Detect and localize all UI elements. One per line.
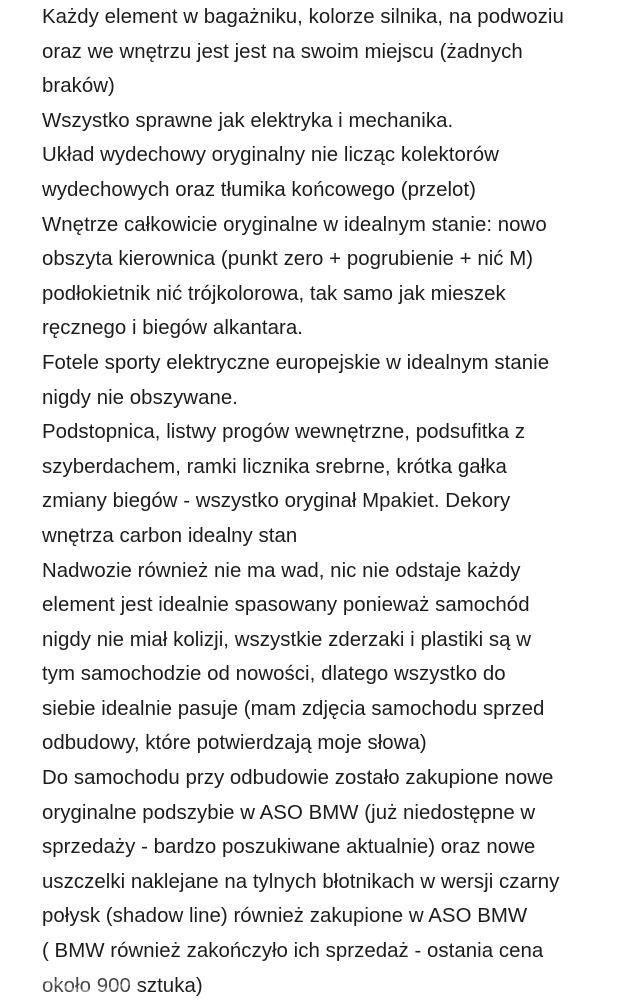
description-line: nigdy nie miał kolizji, wszystkie zderzaki i plastiki są w xyxy=(42,628,532,651)
description-line: wydechowych oraz tłumika końcowego (przelot) xyxy=(42,178,476,201)
description-line: szyberdachem, ramki licznika srebrne, krótka gałka xyxy=(42,455,507,478)
description-line: sprzedaży - bardzo poszukiwane aktualnie) oraz nowe xyxy=(42,836,536,859)
description-line: tym samochodzie od nowości, dlatego wszystko do xyxy=(42,663,506,686)
description-line: Fotele sporty elektryczne europejskie w idealnym stanie xyxy=(42,351,550,374)
description-line: podłokietnik nić trójkolorowa, tak samo jak mieszek xyxy=(42,282,506,305)
description-line: około 900 sztuka) xyxy=(42,974,203,997)
description-line: siebie idealnie pasuje (mam zdjęcia samochodu sprzed xyxy=(42,697,545,720)
description-line: braków) xyxy=(42,75,115,98)
description-line: połysk (shadow line) również zakupione w ASO BMW xyxy=(42,905,528,928)
description-line: element jest idealnie spasowany ponieważ samochód xyxy=(42,594,530,617)
description-line: oryginalne podszybie w ASO BMW (już niedostępne w xyxy=(42,801,536,824)
listing-description xyxy=(42,0,632,1003)
description-line: Nadwozie również nie ma wad, nic nie odstaje każdy xyxy=(42,559,521,582)
description-line: uszczelki naklejane na tylnych błotnikach w wersji czarny xyxy=(42,870,560,893)
description-line: Wnętrze całkowicie oryginalne w idealnym stanie: nowo xyxy=(42,213,547,236)
description-line: zmiany biegów - wszystko oryginał Mpakiet. Dekory xyxy=(42,490,511,513)
description-line: wnętrza carbon idealny stan xyxy=(42,524,298,547)
description-line: Podstopnica, listwy progów wewnętrzne, podsufitka z xyxy=(42,421,526,444)
description-line: Każdy element w bagażniku, kolorze silnika, na podwoziu xyxy=(42,6,564,28)
description-line: oraz we wnętrzu jest jest na swoim miejscu (żadnych xyxy=(42,40,523,63)
description-line: obszyta kierownica (punkt zero + pogrubienie + nić M) xyxy=(42,248,534,271)
description-line: odbudowy, które potwierdzają moje słowa) xyxy=(42,732,427,755)
description-line: Układ wydechowy oryginalny nie licząc kolektorów xyxy=(42,144,499,167)
description-line: ( BMW również zakończyło ich sprzedaż - ostania cena xyxy=(42,940,544,963)
description-line: ręcznego i biegów alkantara. xyxy=(42,317,303,340)
description-line: nigdy nie obszywane. xyxy=(42,386,238,409)
description-line: Wszystko sprawne jak elektryka i mechanika. xyxy=(42,109,454,132)
description-line: Do samochodu przy odbudowie zostało zakupione nowe xyxy=(42,767,554,790)
